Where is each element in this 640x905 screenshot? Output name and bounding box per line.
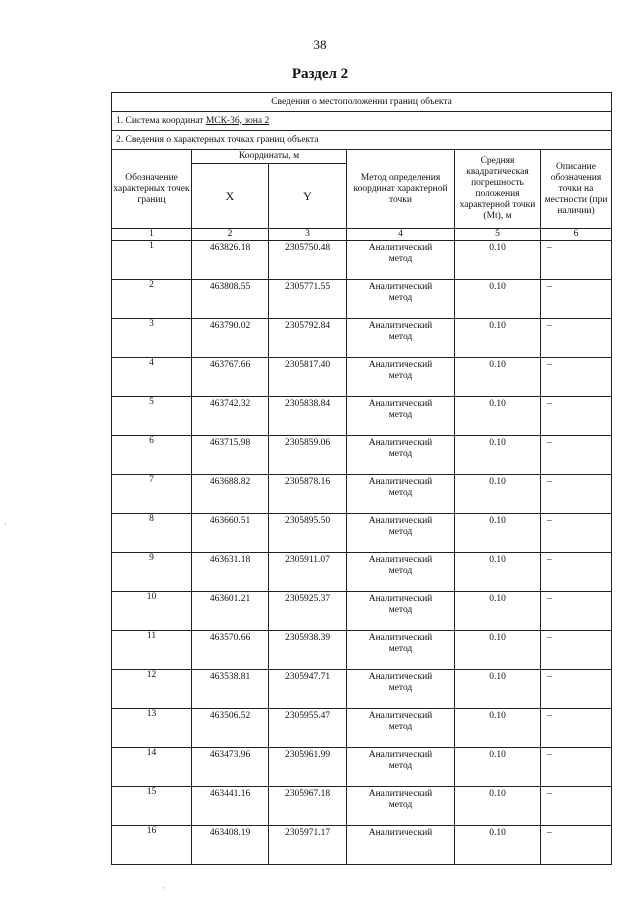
section-title: Раздел 2 bbox=[291, 66, 349, 82]
method-line-2: метод bbox=[388, 605, 413, 615]
coord-x: 463660.51 bbox=[192, 514, 269, 553]
coord-y: 2305971.17 bbox=[269, 826, 347, 865]
coord-y: 2305947.71 bbox=[269, 670, 347, 709]
coord-x: 463826.18 bbox=[192, 241, 269, 280]
coord-y: 2305859.06 bbox=[269, 436, 347, 475]
method-line-2: метод bbox=[388, 254, 413, 264]
table-row bbox=[112, 436, 612, 475]
coord-x: 463601.21 bbox=[192, 592, 269, 631]
method-line-1: Аналитический bbox=[368, 282, 433, 292]
position-error: 0.10 bbox=[455, 787, 541, 826]
column-numbers-row bbox=[112, 229, 612, 241]
point-id: 9 bbox=[112, 553, 192, 592]
point-description: – bbox=[541, 826, 612, 865]
point-description: – bbox=[541, 592, 612, 631]
method-line-1: Аналитический bbox=[368, 399, 433, 409]
method-line-1: Аналитический bbox=[368, 243, 433, 253]
method-cell bbox=[347, 631, 455, 670]
method-cell bbox=[347, 319, 455, 358]
coord-x: 463688.82 bbox=[192, 475, 269, 514]
header-x: X bbox=[192, 164, 269, 229]
coord-x: 463767.66 bbox=[192, 358, 269, 397]
table-row bbox=[112, 280, 612, 319]
method-line-2: метод bbox=[388, 722, 413, 732]
position-error: 0.10 bbox=[455, 319, 541, 358]
table-row bbox=[112, 748, 612, 787]
header-error: Средняя квадратическая погрешность положения характерной точки (Mt), м bbox=[455, 150, 541, 229]
point-id: 15 bbox=[112, 787, 192, 826]
coord-x: 463506.52 bbox=[192, 709, 269, 748]
page-number: 38 bbox=[313, 37, 327, 52]
position-error: 0.10 bbox=[455, 748, 541, 787]
point-description: – bbox=[541, 514, 612, 553]
table-row bbox=[112, 514, 612, 553]
point-description: – bbox=[541, 397, 612, 436]
method-cell bbox=[347, 670, 455, 709]
header-y: Y bbox=[269, 164, 347, 229]
crs-prefix: 1. Система координат bbox=[116, 115, 206, 126]
position-error: 0.10 bbox=[455, 280, 541, 319]
method-line-2: метод bbox=[388, 644, 413, 654]
table-row bbox=[112, 787, 612, 826]
coord-x: 463631.18 bbox=[192, 553, 269, 592]
table-row bbox=[112, 319, 612, 358]
method-line-1: Аналитический bbox=[368, 828, 433, 838]
method-cell bbox=[347, 514, 455, 553]
method-line-2: метод bbox=[388, 332, 413, 342]
point-id: 13 bbox=[112, 709, 192, 748]
point-description: – bbox=[541, 787, 612, 826]
position-error: 0.10 bbox=[455, 553, 541, 592]
method-cell bbox=[347, 709, 455, 748]
table-row bbox=[112, 475, 612, 514]
method-line-1: Аналитический bbox=[368, 555, 433, 565]
point-id: 12 bbox=[112, 670, 192, 709]
position-error: 0.10 bbox=[455, 241, 541, 280]
method-line-2: метод bbox=[388, 683, 413, 693]
method-cell bbox=[347, 475, 455, 514]
method-line-1: Аналитический bbox=[368, 789, 433, 799]
coord-x: 463473.96 bbox=[192, 748, 269, 787]
method-cell bbox=[347, 592, 455, 631]
coord-x: 463715.98 bbox=[192, 436, 269, 475]
point-id: 3 bbox=[112, 319, 192, 358]
coord-y: 2305911.07 bbox=[269, 553, 347, 592]
method-line-1: Аналитический bbox=[368, 594, 433, 604]
position-error: 0.10 bbox=[455, 670, 541, 709]
table-row bbox=[112, 631, 612, 670]
point-description: – bbox=[541, 670, 612, 709]
coord-x: 463808.55 bbox=[192, 280, 269, 319]
method-line-2: метод bbox=[388, 566, 413, 576]
header-coordinates: Координаты, м bbox=[192, 150, 347, 164]
coord-x: 463538.81 bbox=[192, 670, 269, 709]
position-error: 0.10 bbox=[455, 514, 541, 553]
point-id: 5 bbox=[112, 397, 192, 436]
table-title: Сведения о местоположении границ объекта bbox=[112, 93, 612, 112]
column-number: 1 bbox=[112, 229, 192, 241]
method-cell bbox=[347, 397, 455, 436]
position-error: 0.10 bbox=[455, 475, 541, 514]
point-id: 16 bbox=[112, 826, 192, 865]
method-line-1: Аналитический bbox=[368, 672, 433, 682]
table-row bbox=[112, 241, 612, 280]
method-line-1: Аналитический bbox=[368, 360, 433, 370]
coord-y: 2305955.47 bbox=[269, 709, 347, 748]
method-cell bbox=[347, 241, 455, 280]
crs-value: МСК-36, зона 2 bbox=[205, 115, 270, 126]
column-number: 5 bbox=[455, 229, 541, 241]
coord-y: 2305961.99 bbox=[269, 748, 347, 787]
table-row bbox=[112, 592, 612, 631]
position-error: 0.10 bbox=[455, 826, 541, 865]
column-number: 3 bbox=[269, 229, 347, 241]
table-row bbox=[112, 358, 612, 397]
method-line-1: Аналитический bbox=[368, 321, 433, 331]
method-line-2: метод bbox=[388, 761, 413, 771]
column-number: 2 bbox=[192, 229, 269, 241]
point-description: – bbox=[541, 241, 612, 280]
method-cell bbox=[347, 826, 455, 865]
header-method: Метод определения координат характерной точки bbox=[347, 150, 455, 229]
method-cell bbox=[347, 436, 455, 475]
method-line-2: метод bbox=[388, 371, 413, 381]
point-description: – bbox=[541, 553, 612, 592]
table-row bbox=[112, 670, 612, 709]
table-row bbox=[112, 553, 612, 592]
method-cell bbox=[347, 358, 455, 397]
scan-mark: ˈ bbox=[4, 522, 7, 531]
point-id: 2 bbox=[112, 280, 192, 319]
coord-y: 2305750.48 bbox=[269, 241, 347, 280]
method-cell bbox=[347, 280, 455, 319]
point-id: 8 bbox=[112, 514, 192, 553]
coord-y: 2305967.18 bbox=[269, 787, 347, 826]
method-cell bbox=[347, 553, 455, 592]
coord-y: 2305895.50 bbox=[269, 514, 347, 553]
position-error: 0.10 bbox=[455, 592, 541, 631]
method-line-1: Аналитический bbox=[368, 633, 433, 643]
position-error: 0.10 bbox=[455, 631, 541, 670]
method-line-2: метод bbox=[388, 410, 413, 420]
method-line-1: Аналитический bbox=[368, 477, 433, 487]
method-line-1: Аналитический bbox=[368, 438, 433, 448]
point-id: 4 bbox=[112, 358, 192, 397]
point-description: – bbox=[541, 709, 612, 748]
coord-y: 2305838.84 bbox=[269, 397, 347, 436]
point-description: – bbox=[541, 436, 612, 475]
point-id: 7 bbox=[112, 475, 192, 514]
position-error: 0.10 bbox=[455, 436, 541, 475]
coord-y: 2305817.40 bbox=[269, 358, 347, 397]
point-id: 14 bbox=[112, 748, 192, 787]
method-line-2: метод bbox=[388, 527, 413, 537]
method-line-2: метод bbox=[388, 449, 413, 459]
crs-line bbox=[112, 112, 612, 131]
method-line-1: Аналитический bbox=[368, 516, 433, 526]
coord-x: 463408.19 bbox=[192, 826, 269, 865]
method-line-1: Аналитический bbox=[368, 711, 433, 721]
method-cell bbox=[347, 787, 455, 826]
table-row bbox=[112, 397, 612, 436]
point-description: – bbox=[541, 631, 612, 670]
method-line-1: Аналитический bbox=[368, 750, 433, 760]
coord-y: 2305771.55 bbox=[269, 280, 347, 319]
column-number: 4 bbox=[347, 229, 455, 241]
coord-y: 2305792.84 bbox=[269, 319, 347, 358]
point-description: – bbox=[541, 280, 612, 319]
coord-y: 2305878.16 bbox=[269, 475, 347, 514]
coord-x: 463441.16 bbox=[192, 787, 269, 826]
point-id: 6 bbox=[112, 436, 192, 475]
boundary-points-table bbox=[111, 92, 612, 865]
points-section-title: 2. Сведения о характерных точках границ объекта bbox=[112, 131, 612, 150]
point-id: 10 bbox=[112, 592, 192, 631]
coord-x: 463790.02 bbox=[192, 319, 269, 358]
point-description: – bbox=[541, 748, 612, 787]
method-line-2: метод bbox=[388, 800, 413, 810]
point-description: – bbox=[541, 475, 612, 514]
method-cell bbox=[347, 748, 455, 787]
coord-x: 463742.32 bbox=[192, 397, 269, 436]
position-error: 0.10 bbox=[455, 397, 541, 436]
point-description: – bbox=[541, 319, 612, 358]
scan-mark: ˈ bbox=[162, 886, 165, 895]
method-line-2: метод bbox=[388, 293, 413, 303]
point-id: 11 bbox=[112, 631, 192, 670]
column-number: 6 bbox=[541, 229, 612, 241]
table-row bbox=[112, 826, 612, 865]
coord-y: 2305938.39 bbox=[269, 631, 347, 670]
method-line-2: метод bbox=[388, 488, 413, 498]
point-id: 1 bbox=[112, 241, 192, 280]
coord-y: 2305925.37 bbox=[269, 592, 347, 631]
header-description: Описание обозначения точки на местности (при наличии) bbox=[541, 150, 612, 229]
header-designation: Обозначение характерных точек границ bbox=[112, 150, 192, 229]
table-row bbox=[112, 709, 612, 748]
position-error: 0.10 bbox=[455, 358, 541, 397]
position-error: 0.10 bbox=[455, 709, 541, 748]
point-description: – bbox=[541, 358, 612, 397]
coord-x: 463570.66 bbox=[192, 631, 269, 670]
